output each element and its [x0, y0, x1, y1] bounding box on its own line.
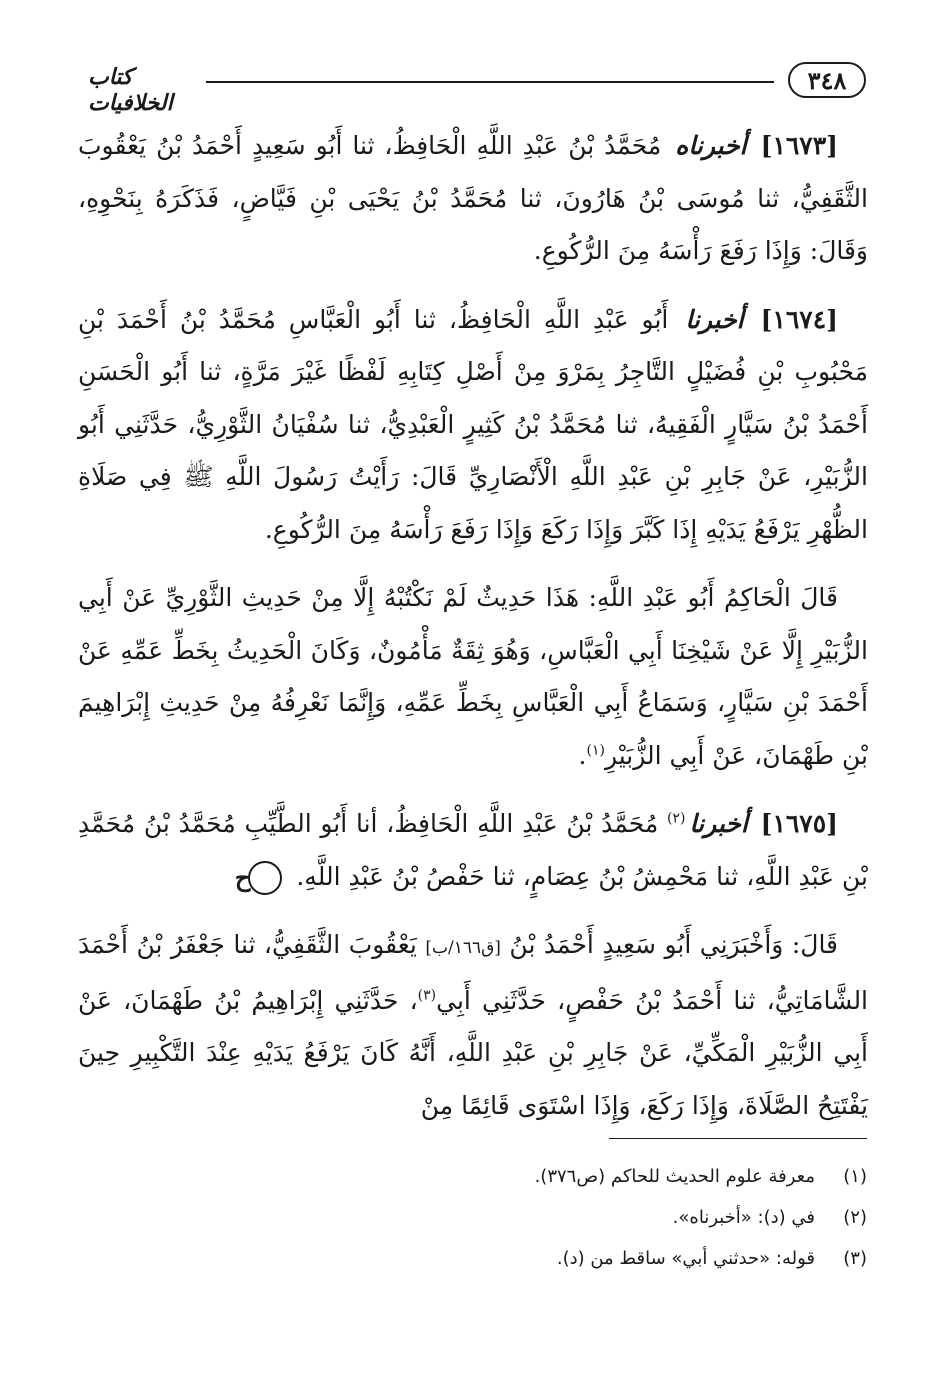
hadith-1674 [78, 294, 868, 557]
footnote-ref-3: (٣) [417, 987, 437, 1004]
footnote-text: قوله: «حدثني أبي» ساقط من (د). [556, 1248, 815, 1269]
comment-text: قَالَ الْحَاكِمُ أَبُو عَبْدِ اللَّهِ: هَذَا حَدِيثٌ لَمْ نَكْتُبْهُ إِلَّا مِنْ حَدِيثِ الثَّوْرِيِّ عَنْ أَبِي الزُّبَيْرِ إِلَّا عَنْ شَيْخِنَا أَبِي الْعَبَّاسِ، وَهُوَ ثِقَةٌ مَأْمُونٌ، وَكَانَ الْحَدِيثُ بِخَطِّ عَمِّهِ عَنْ أَحْمَدَ بْنِ سَيَّارٍ، وَسَمَاعُ أَبِي الْعَبَّاسِ بِخَطِّ عَمِّهِ، وَإِنَّمَا نَعْرِفُهُ مِنْ حَدِيثِ إِبْرَاهِيمَ بْنِ طَهْمَانَ، عَنْ أَبِي الزُّبَيْرِ [78, 583, 868, 770]
hadith-text: قَالَ: وَأَخْبَرَنِي أَبُو سَعِيدٍ أَحْمَدُ بْنُ [509, 930, 839, 959]
hadith-number: [١٦٧٥] [760, 809, 839, 838]
hadith-text: ، حَدَّثَنِي إِبْرَاهِيمُ بْنُ طَهْمَانَ، عَنْ أَبِي الزُّبَيْرِ الْمَكِّيِّ، عَنْ جَابِرِ بْنِ عَبْدِ اللَّهِ، أَنَّهُ كَانَ يَرْفَعُ يَدَيْهِ عِنْدَ التَّكْبِيرِ حِينَ يَفْتَتِحُ الصَّلَاةَ، وَإِذَا رَكَعَ، وَإِذَا اسْتَوَى قَائِمًا مِنْ [78, 985, 868, 1120]
comment-end: . [578, 740, 587, 770]
footnotes [107, 1156, 867, 1279]
footnote-number: (١) [843, 1166, 867, 1187]
footnote-separator [609, 1138, 867, 1139]
hadith-text: مُحَمَّدُ بْنُ عَبْدِ اللَّهِ الْحَافِظُ، أنا أَبُو الطَّيِّبِ مُحَمَّدُ بْنُ مُحَمَّدِ بْنِ عَبْدِ اللَّهِ، ثنا مَحْمِشُ بْنُ عِصَامٍ، ثنا حَفْصُ بْنُ عَبْدِ اللَّهِ. [78, 809, 868, 891]
page-header [88, 62, 866, 116]
footnote-text: معرفة علوم الحديث للحاكم (ص٣٧٦). [534, 1166, 815, 1187]
page-number: ٣٤٨ [788, 62, 866, 98]
hadith-text: يَعْقُوبَ الثَّقَفِيُّ، ثنا جَعْفَرُ بْنُ أَحْمَدَ الشَّامَاتِيُّ، ثنا أَحْمَدُ بْنُ حَفْصٍ، حَدَّثَنِي أَبِي [78, 930, 869, 1015]
hadith-1675 [78, 798, 868, 903]
footnote-2 [107, 1197, 867, 1238]
hadith-number: [١٦٧٤] [760, 304, 838, 334]
transmission-keyword: أخبرنا [685, 304, 744, 334]
manuscript-ref: [ق١٦٦/ب] [425, 938, 501, 958]
hadith-text: مُحَمَّدُ بْنُ عَبْدِ اللَّهِ الْحَافِظُ، ثنا أَبُو سَعِيدٍ أَحْمَدُ بْنُ يَعْقُوبَ الثَّقَفِيُّ، ثنا مُوسَى بْنُ هَارُونَ، ثنا مُحَمَّدُ بْنُ يَحْيَى بْنِ فَيَّاضٍ، فَذَكَرَهُ بِنَحْوِهِ، وَقَالَ: وَإِذَا رَفَعَ رَأْسَهُ مِنَ الرُّكُوعِ. [78, 131, 868, 265]
transmission-keyword: أخبرنا [689, 809, 748, 838]
hadith-number: [١٦٧٣] [760, 131, 839, 160]
footnote-number: (٢) [843, 1207, 867, 1228]
footnote-ref-1: (١) [586, 742, 605, 759]
header-rule [206, 81, 774, 83]
hadith-1673 [78, 120, 868, 278]
hakim-comment [78, 572, 868, 782]
main-text [78, 120, 868, 1148]
hadith-text: أَبُو عَبْدِ اللَّهِ الْحَافِظُ، ثنا أَبُو الْعَبَّاسِ مُحَمَّدُ بْنُ أَحْمَدَ بْنِ مَحْبُوبِ بْنِ فُضَيْلٍ التَّاجِرُ بِمَرْوَ مِنْ أَصْلِ كِتَابِهِ لَفْظًا غَيْرَ مَرَّةٍ، ثنا أَبُو الْحَسَنِ أَحْمَدُ بْنُ سَيَّارٍ الْفَقِيهُ، ثنا مُحَمَّدُ بْنُ كَثِيرٍ الْعَبْدِيُّ، ثنا سُفْيَانُ الثَّوْرِيُّ، حَدَّثَنِي أَبُو الزُّبَيْرِ، عَنْ جَابِرِ بْنِ عَبْدِ اللَّهِ الْأَنْصَارِيِّ قَالَ: رَأَيْتُ رَسُولَ اللَّهِ ﷺ فِي صَلَاةِ الظُّهْرِ يَرْفَعُ يَدَيْهِ إِذَا كَبَّرَ وَإِذَا رَكَعَ وَإِذَا رَفَعَ رَأْسَهُ مِنَ الرُّكُوعِ. [78, 304, 868, 544]
hadith-1675-continued [78, 919, 868, 1132]
footnote-1 [107, 1156, 867, 1197]
transmission-keyword: أخبرناه [675, 131, 747, 160]
book-title: كتاب الخلافيات [88, 64, 173, 116]
footnote-number: (٣) [843, 1248, 867, 1269]
tahwil-symbol: ح [248, 861, 282, 895]
footnote-3 [107, 1238, 867, 1279]
footnote-ref-2: (٢) [667, 810, 686, 827]
footnote-text: في (د): «أخبرناه». [672, 1207, 815, 1228]
